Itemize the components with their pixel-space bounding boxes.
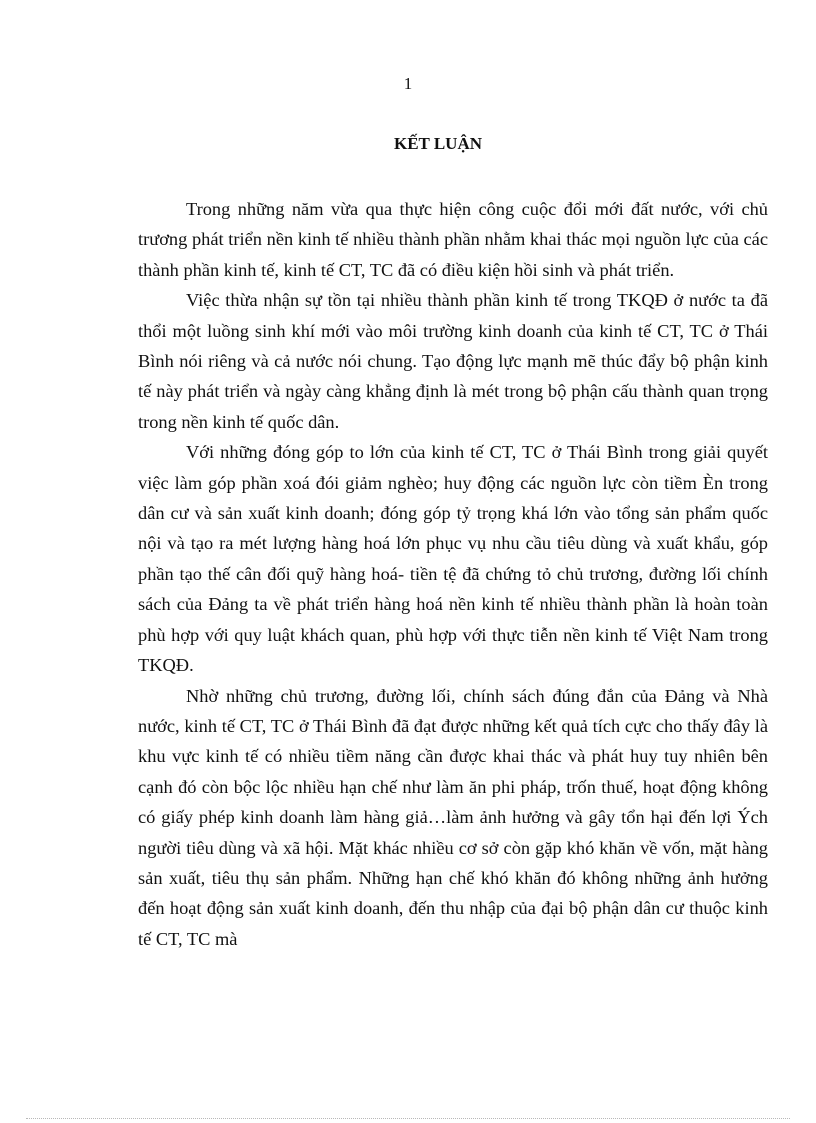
paragraph-1: Trong những năm vừa qua thực hiện công cuộc đổi mới đất nước, với chủ trương phát triển nền kinh tế nhiều thành phần nhằm khai thác mọi nguồn lực của các thành phần kinh tế, kinh tế CT, TC đã có điều kiện hồi sinh và phát triển. bbox=[138, 199, 768, 280]
paragraph-3: Với những đóng góp to lớn của kinh tế CT, TC ở Thái Bình trong giải quyết việc làm góp phần xoá đói giảm nghèo; huy động các nguồn lực còn tiềm Èn trong dân cư và sản xuất kinh doanh; đóng góp tỷ trọng khá lớn vào tổng sản phẩm quốc nội và tạo ra mét lượng hàng hoá lớn phục vụ nhu cầu tiêu dùng và xuất khẩu, góp phần tạo thế cân đối quỹ hàng hoá- tiền tệ đã chứng tỏ chủ trương, đường lối chính sách của Đảng ta về phát triển hàng hoá nền kinh tế nhiều thành phần là hoàn toàn phù hợp với quy luật khách quan, phù hợp với thực tiễn nền kinh tế Việt Nam trong TKQĐ. bbox=[138, 442, 768, 676]
page-bottom-border bbox=[26, 1118, 790, 1119]
paragraph-4: Nhờ những chủ trương, đường lối, chính sách đúng đắn của Đảng và Nhà nước, kinh tế CT, TC ở Thái Bình đã đạt được những kết quả tích cực cho thấy đây là khu vực kinh tế có nhiều tiềm năng cần được khai thác và phát huy tuy nhiên bên cạnh đó còn bộc lộc nhiều hạn chế như làm ăn phi pháp, trốn thuế, hoạt động không có giấy phép kinh doanh làm hàng giả…làm ảnh hưởng và gây tổn hại đến lợi Ých người tiêu dùng và xã hội. Mặt khác nhiều cơ sở còn gặp khó khăn về vốn, mặt hàng sản xuất, tiêu thụ sản phẩm. Những hạn chế khó khăn đó không những ảnh hưởng đến hoạt động sản xuất kinh doanh, đến thu nhập của đại bộ phận dân cư thuộc kinh tế CT, TC mà bbox=[138, 685, 768, 949]
page-title: KẾT LUẬN bbox=[393, 134, 482, 153]
paragraph-2: Việc thừa nhận sự tồn tại nhiều thành phần kinh tế trong TKQĐ ở nước ta đã thổi một luồng sinh khí mới vào môi trường kinh doanh của kinh tế CT, TC ở Thái Bình nói riêng và cả nước nói chung. Tạo động lực mạnh mẽ thúc đẩy bộ phận kinh tế này phát triển và ngày càng khẳng định là mét trong bộ phận cấu thành quan trọng trong nền kinh tế quốc dân. bbox=[138, 290, 768, 432]
page-number: 1 bbox=[403, 74, 413, 93]
body-text bbox=[138, 194, 768, 954]
